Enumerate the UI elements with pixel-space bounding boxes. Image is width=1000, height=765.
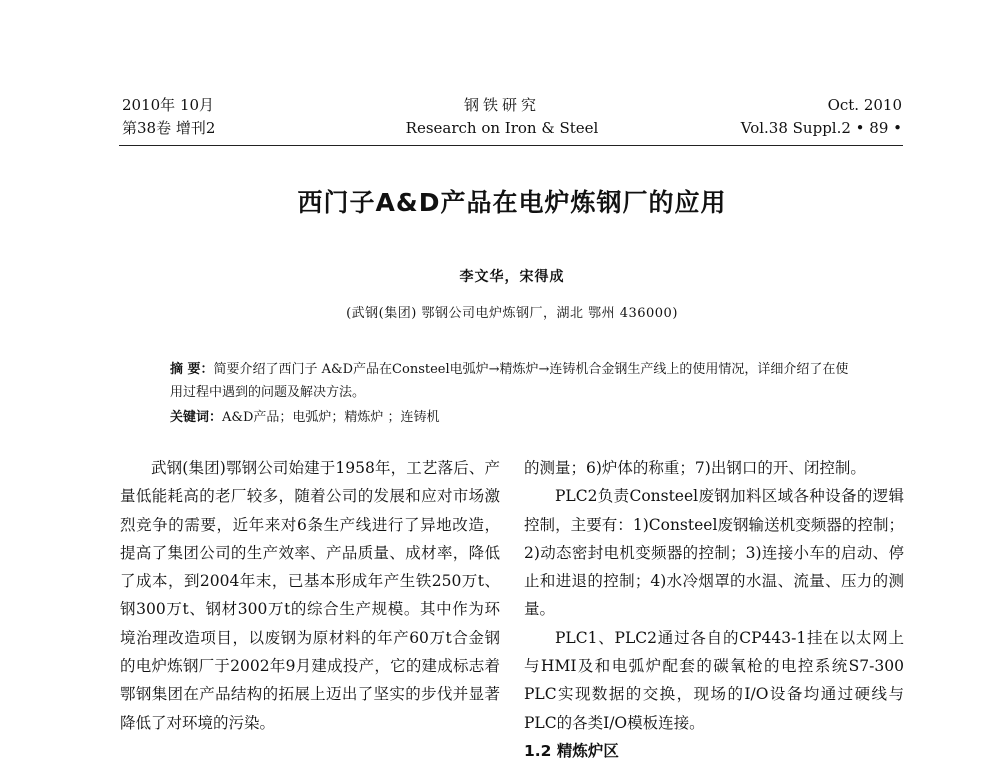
article-authors: 李文华，宋得成 [459,269,565,285]
keywords-text: A&D产品；电弧炉；精炼炉 ；连铸机 [222,410,440,425]
abstract-label: 摘 要： [170,362,214,377]
body-paragraph: PLC1、PLC2通过各自的CP443-1挂在以太网上与HMI及和电弧炉配套的碳氧枪的电控系统S7-300 PLC实现数据的交换，现场的I/O设备均通过硬线与PLC的各类I/O模板连接。 [524,628,904,732]
volume-page-en: Vol.38 Suppl.2 • 89 • [740,119,902,137]
issue-date-en: Oct. 2010 [827,96,902,114]
abstract [170,358,856,404]
body-column-right [524,454,904,765]
keywords [170,406,856,429]
article-title: 西门子A&D产品在电炉炼钢厂的应用 [297,188,727,217]
body-paragraph: 武钢(集团)鄂钢公司始建于1958年，工艺落后、产量低能耗高的老厂较多，随着公司的发展和应对市场激烈竞争的需要，近年来对6条生产线进行了异地改造，提高了集团公司的生产效率、产品质量、成材率，降低了成本，到2004年末，已基本形成年产生铁250万t、钢300万t、钢材300万t的综合生产规模。其中作为环境治理改造项目，以废钢为原材料的年产60万t合金钢的电炉炼钢厂于2002年9月建成投产，它的建成标志着鄂钢集团在产品结构的拓展上迈出了坚实的步伐并显著降低了对环境的污染。 [120,459,500,732]
abstract-text: 简要介绍了西门子 A&D产品在Consteel电弧炉→精炼炉→连铸机合金钢生产线上的使用情况，详细介绍了在使用过程中遇到的问题及解决方法。 [170,362,849,400]
journal-name-en: Research on Iron & Steel [405,119,599,137]
body-column-left [120,454,500,737]
section-heading: 1.2 精炼炉区 [524,741,619,760]
issue-info-en [650,94,902,140]
journal-name [390,94,614,140]
volume-supplement: 第38卷 增刊2 [122,119,216,137]
header-rule [119,145,903,146]
body-paragraph: PLC2负责Consteel废钢加料区域各种设备的逻辑控制，主要有：1)Consteel废钢输送机变频器的控制；2)动态密封电机变频器的控制；3)连接小车的启动、停止和进退的控制；4)水冷烟罩的水温、流量、压力的测量。 [524,487,904,619]
body-paragraph: 的测量；6)炉体的称重；7)出钢口的开、闭控制。 [524,459,866,477]
keywords-label: 关键词： [170,410,223,425]
issue-date: 2010年 10月 [122,96,215,114]
journal-name-cn: 钢铁研究 [463,96,540,114]
issue-info [122,94,215,140]
article-affiliation: (武钢(集团) 鄂钢公司电炉炼钢厂，湖北 鄂州 436000) [346,306,678,321]
